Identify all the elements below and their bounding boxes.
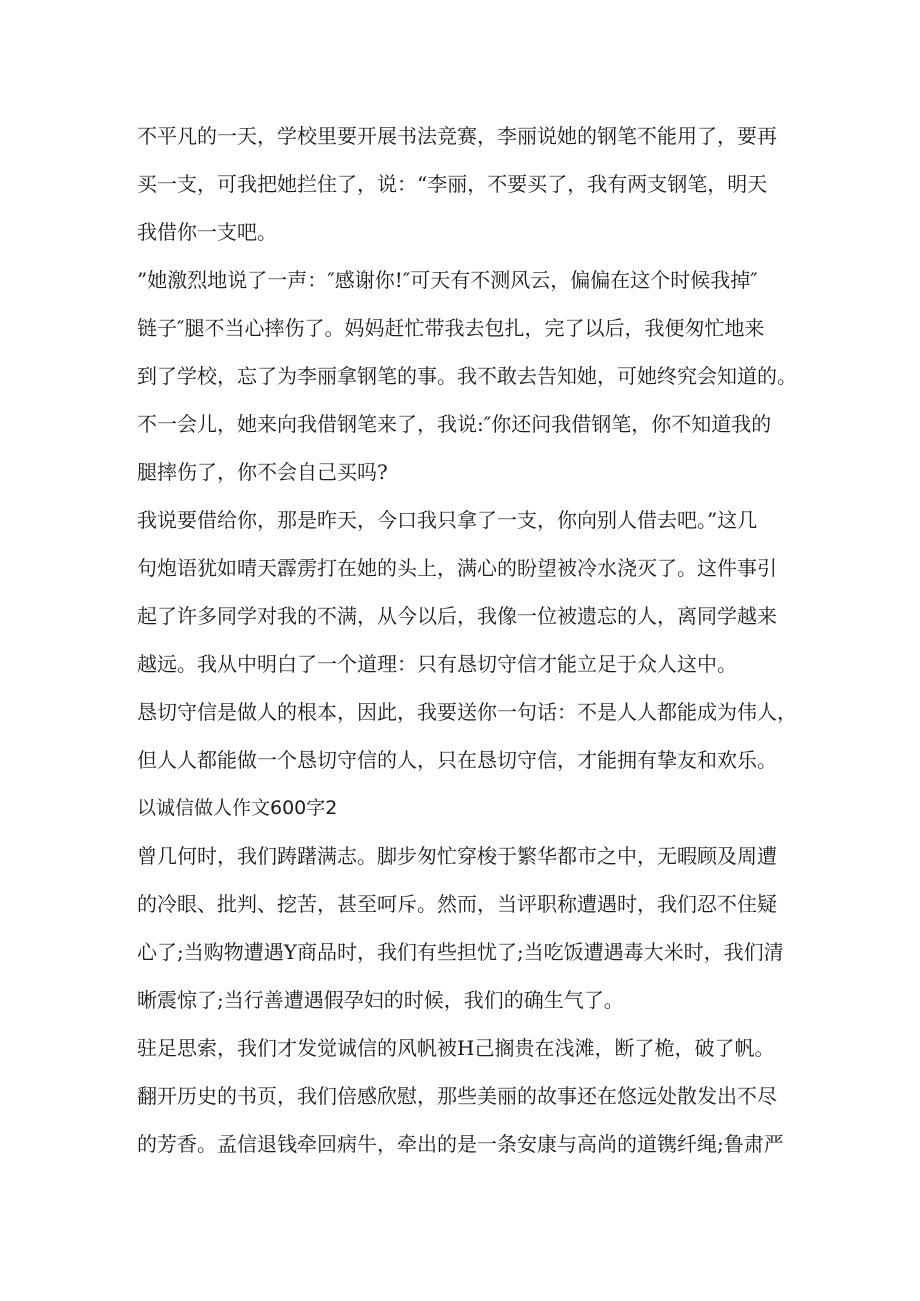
section-heading: 以诚信做人作文600字2 <box>137 797 338 819</box>
text-line: 腿摔伤了，你不会自己买吗? <box>137 460 388 484</box>
document-body <box>137 112 797 1168</box>
text-line: 我借你一支吧。 <box>137 220 277 244</box>
text-line: 我说要借给你，那是昨天，今口我只拿了一支，你向别人借去吧。”这几 <box>137 508 758 532</box>
text-line: 但人人都能做一个恳切守信的人，只在恳切守信，才能拥有挚友和欢乐。 <box>137 748 777 772</box>
text-line: 恳切守信是做人的根本，因此，我要送你一句话：不是人人都能成为伟人， <box>137 700 797 724</box>
text-line: 的冷眼、批判、挖苦，甚至呵斥。然而，当评职称遭遇时，我们忍不住疑 <box>137 892 777 916</box>
text-line: 心了;当购物遭遇Y商品时，我们有些担忧了;当吃饭遭遇毒大米时，我们清 <box>137 940 784 964</box>
text-line: 到了学校，忘了为李丽拿钢笔的事。我不敢去告知她，可她终究会知道的。 <box>137 364 797 388</box>
text-line: 不一会儿，她来向我借钢笔来了，我说:″你还问我借钢笔，你不知道我的 <box>137 412 772 436</box>
text-line: 翻开历史的书页，我们倍感欣慰，那些美丽的故事还在悠远处散发出不尽 <box>137 1084 777 1108</box>
text-line: 的芳香。孟信退钱牵回病牛，牵出的是一条安康与高尚的道镌纤绳;鲁肃严 <box>137 1132 784 1156</box>
text-line: 不平凡的一天，学校里要开展书法竞赛，李丽说她的钢笔不能用了，要再 <box>137 124 777 148</box>
text-line: 起了许多同学对我的不满，从今以后，我像一位被遗忘的人，离同学越来 <box>137 604 777 628</box>
text-line: 链子″腿不当心摔伤了。妈妈赶忙带我去包扎，完了以后，我便匆忙地来 <box>137 316 765 340</box>
text-line: 买一支，可我把她拦住了，说：“李丽，不要买了，我有两支钢笔，明天 <box>137 172 768 196</box>
text-line: ”她激烈地说了一声：″感谢你!″可天有不测风云，偏偏在这个时候我掉″ <box>137 268 758 292</box>
text-line: 晰震惊了;当行善遭遇假孕妇的时候，我们的确生气了。 <box>137 988 624 1012</box>
text-line: 越远。我从中明白了一个道理：只有恳切守信才能立足于众人这中。 <box>137 652 737 676</box>
text-line: 曾几何时，我们踌躇满志。脚步匆忙穿梭于繁华都市之中，无暇顾及周遭 <box>137 844 777 868</box>
text-line: 句炮语犹如晴天霹雳打在她的头上，满心的盼望被冷水浇灭了。这件事引 <box>137 556 777 580</box>
text-line: 驻足思索，我们才发觉诚信的风帆被H己搁贵在浅滩，断了桅，破了帆。 <box>137 1036 775 1060</box>
